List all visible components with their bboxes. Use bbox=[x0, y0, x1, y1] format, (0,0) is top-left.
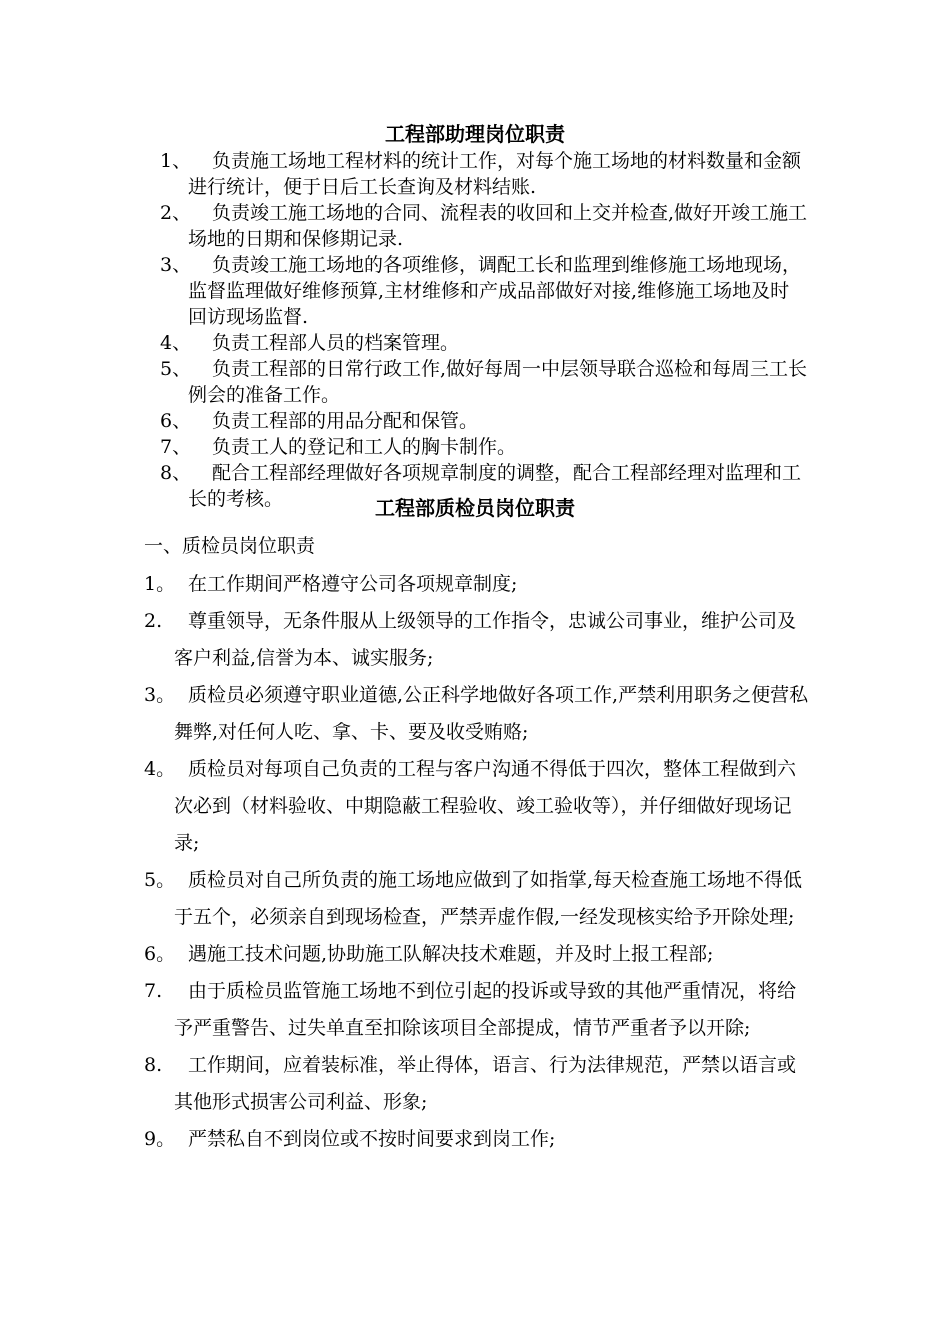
list-item bbox=[0, 408, 950, 434]
item-number: 4。 bbox=[144, 758, 176, 780]
item-number: 2、 bbox=[160, 202, 192, 224]
item-number: 5、 bbox=[160, 358, 192, 380]
item-number: 8. bbox=[144, 1054, 163, 1076]
list-item bbox=[0, 862, 950, 936]
item-number: 7. bbox=[144, 980, 163, 1002]
item-number: 9。 bbox=[144, 1128, 176, 1150]
item-number: 5。 bbox=[144, 869, 176, 891]
item-text: 尊重领导，无条件服从上级领导的工作指令，忠诚公司事业，维护公司及客户利益,信誉为本、诚实服务; bbox=[174, 610, 797, 669]
item-number: 1。 bbox=[144, 573, 176, 595]
item-text: 工作期间，应着装标准，举止得体，语言、行为法律规范，严禁以语言或其他形式损害公司利益、形象; bbox=[174, 1054, 797, 1113]
item-number: 4、 bbox=[160, 332, 192, 354]
section-title-inspector: 工程部质检员岗位职责 bbox=[375, 496, 575, 520]
list-item bbox=[0, 1047, 950, 1121]
list-item bbox=[0, 936, 950, 973]
list-item bbox=[0, 603, 950, 677]
item-text: 质检员对每项自己负责的工程与客户沟通不得低于四次，整体工程做到六次必到（材料验收、中期隐蔽工程验收、竣工验收等），并仔细做好现场记录; bbox=[174, 758, 797, 854]
section-title-assistant: 工程部助理岗位职责 bbox=[385, 122, 565, 146]
item-number: 6。 bbox=[144, 943, 176, 965]
item-number: 2. bbox=[144, 610, 163, 632]
subsection-heading: 一、质检员岗位职责 bbox=[144, 535, 316, 557]
item-text: 由于质检员监管施工场地不到位引起的投诉或导致的其他严重情况，将给予严重警告、过失单直至扣除该项目全部提成，情节严重者予以开除; bbox=[174, 980, 797, 1039]
item-text: 负责工程部人员的档案管理。 bbox=[212, 332, 460, 354]
list-item bbox=[0, 356, 950, 408]
item-text: 遇施工技术问题,协助施工队解决技术难题，并及时上报工程部; bbox=[188, 943, 714, 965]
list-item bbox=[0, 1121, 950, 1158]
item-text: 在工作期间严格遵守公司各项规章制度; bbox=[188, 573, 518, 595]
item-text: 负责施工场地工程材料的统计工作，对每个施工场地的材料数量和金额进行统计，便于日后工长查询及材料结账. bbox=[188, 150, 802, 198]
item-number: 3、 bbox=[160, 254, 192, 276]
list-item bbox=[0, 751, 950, 862]
list-item bbox=[0, 434, 950, 460]
item-number: 8、 bbox=[160, 462, 192, 484]
list-item bbox=[0, 973, 950, 1047]
item-text: 负责工程部的用品分配和保管。 bbox=[212, 410, 479, 432]
item-text: 负责竣工施工场地的合同、流程表的收回和上交并检查,做好开竣工施工场地的日期和保修期记录. bbox=[188, 202, 808, 250]
item-text: 负责竣工施工场地的各项维修，调配工长和监理到维修施工场地现场，监督监理做好维修预算,主材维修和产成品部做好对接,维修施工场地及时回访现场监督. bbox=[188, 254, 802, 328]
item-text: 质检员对自己所负责的施工场地应做到了如指掌,每天检查施工场地不得低于五个，必须亲自到现场检查，严禁弄虚作假,一经发现核实给予开除处理; bbox=[174, 869, 803, 928]
item-text: 负责工程部的日常行政工作,做好每周一中层领导联合巡检和每周三工长例会的准备工作。 bbox=[188, 358, 808, 406]
list-item bbox=[0, 200, 950, 252]
assistant-duties-list bbox=[0, 148, 950, 512]
item-number: 3。 bbox=[144, 684, 176, 706]
list-item bbox=[0, 566, 950, 603]
item-text: 质检员必须遵守职业道德,公正科学地做好各项工作,严禁利用职务之便营私舞弊,对任何人吃、拿、卡、要及收受贿赂; bbox=[174, 684, 809, 743]
item-text: 配合工程部经理做好各项规章制度的调整，配合工程部经理对监理和工长的考核。 bbox=[188, 462, 802, 510]
inspector-duties-list bbox=[0, 566, 950, 1158]
item-text: 负责工人的登记和工人的胸卡制作。 bbox=[212, 436, 517, 458]
list-item bbox=[0, 330, 950, 356]
item-number: 1、 bbox=[160, 150, 192, 172]
list-item bbox=[0, 677, 950, 751]
list-item bbox=[0, 148, 950, 200]
item-text: 严禁私自不到岗位或不按时间要求到岗工作; bbox=[188, 1128, 556, 1150]
list-item bbox=[0, 252, 950, 330]
item-number: 7、 bbox=[160, 436, 192, 458]
item-number: 6、 bbox=[160, 410, 192, 432]
